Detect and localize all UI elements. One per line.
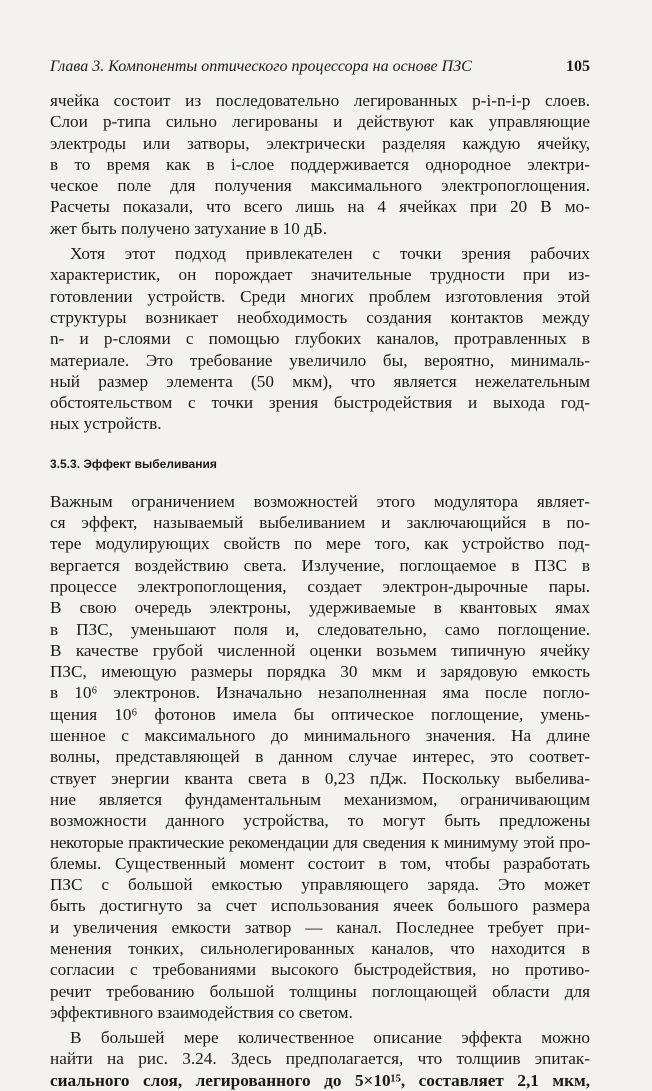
text-line: ся эффект, называемый выбеливанием и заключающийся в по- [50,513,590,533]
text-line: возможности данного устройства, то могут быть предложены [50,811,590,831]
text-line: В свою очередь электроны, удерживаемые в квантовых ямах [50,598,590,618]
text-line: Слои p-типа сильно легированы и действуют как управляющие [50,112,590,132]
text-line: В качестве грубой численной оценки возьмем типичную ячейку [50,640,590,660]
text-line: Хотя этот подход привлекателен с точки зрения рабочих [70,244,590,264]
text-line: n- и p-слоями с помощью глубоких каналов, протравленных в [50,329,590,349]
text-line: ПЗС, имеющую размеры порядка 30 мкм и зарядовую емкость [50,662,590,682]
paragraph-1 [50,90,590,239]
text-line: согласии с требованиями высокого быстродействия, но противо- [50,960,590,980]
text-line: структуры возникает необходимость создания контактов между [50,307,590,327]
text-line: сиального слоя, легированного до 5×10¹⁵, составляет 2,1 мкм, [50,1070,590,1090]
text-line: менения тонких, сильнолегированных каналов, что находится в [50,938,590,958]
text-line: Расчеты показали, что всего лишь на 4 ячейках при 20 В мо- [50,197,590,217]
paragraph-3 [50,491,590,1023]
text-line: готовлении устройств. Среди многих проблем изготовления этой [50,286,590,306]
text-line: обстоятельством с точки зрения быстродействия и выхода год- [50,393,590,413]
text-line: и увеличения емкости затвор — канал. Последнее требует при- [50,917,590,937]
text-line: в то время как в i-слое поддерживается однородное электри- [50,154,590,174]
section-heading: 3.5.3. Эффект выбеливания [50,456,217,471]
text-line: тере модулирующих свойств по мере того, как устройство под- [50,534,590,554]
page-number: 105 [566,58,590,75]
text-line: ПЗС с большой емкостью управляющего заряда. Это может [50,875,590,895]
document-page [50,58,590,1091]
text-line: жет быть получено затухание в 10 дБ. [50,218,328,238]
paragraph-2 [50,243,590,435]
text-line: Важным ограничением возможностей этого модулятора являет- [50,491,590,511]
text-line: ный размер элемента (50 мкм), что является нежелательным [50,371,590,391]
text-line: речит требованию большой толщины поглощающей области для [50,981,590,1001]
text-line: электроды или затворы, электрически разделяя каждую ячейку, [50,133,590,153]
text-line: в 10⁶ электронов. Изначально незаполненная яма после погло- [50,683,590,703]
text-line: ствует энергии кванта света в 0,23 пДж. Поскольку выбелива- [50,768,590,788]
text-line: быть достигнуто за счет использования ячеек большого размера [50,896,590,916]
text-line: материале. Это требование увеличило бы, вероятно, минималь- [50,350,590,370]
text-line: щения 10⁶ фотонов имела бы оптическое поглощение, умень- [50,704,590,724]
text-line: характеристик, он порождает значительные трудности при из- [50,265,590,285]
text-line: волны, представляющей в данном случае интерес, это соответ- [50,747,590,767]
text-line: ние является фундаментальным механизмом, ограничивающим [50,789,590,809]
text-line: в ПЗС, уменьшают поля и, следовательно, само поглощение. [50,619,590,639]
text-line: ческое поле для получения максимального электропоглощения. [50,176,590,196]
text-line: блемы. Существенный момент состоит в том, чтобы разработать [50,853,590,873]
text-line: найти на рис. 3.24. Здесь предполагается, что толщиив эпитак- [50,1049,590,1069]
text-line: процессе электропоглощения, создает электрон-дырочные пары. [50,576,590,596]
text-line: эффективного взаимодействия со светом. [50,1002,353,1022]
text-line: ячейка состоит из последовательно легированных p-i-n-i-p слоев. [50,91,590,110]
chapter-title: Глава 3. Компоненты оптического процессора на основе ПЗС [50,58,472,75]
running-header [50,58,590,76]
text-line: ных устройств. [50,414,162,434]
text-line: некоторые практические рекомендации для сведения к минимуму этой про- [50,832,590,852]
text-line: В большей мере количественное описание эффекта можно [70,1028,590,1048]
text-line: шенное с максимального до минимального значения. На длине [50,726,590,746]
text-line: вергается воздействию света. Излучение, поглощаемое в ПЗС в [50,555,590,575]
paragraph-4 [50,1027,590,1091]
